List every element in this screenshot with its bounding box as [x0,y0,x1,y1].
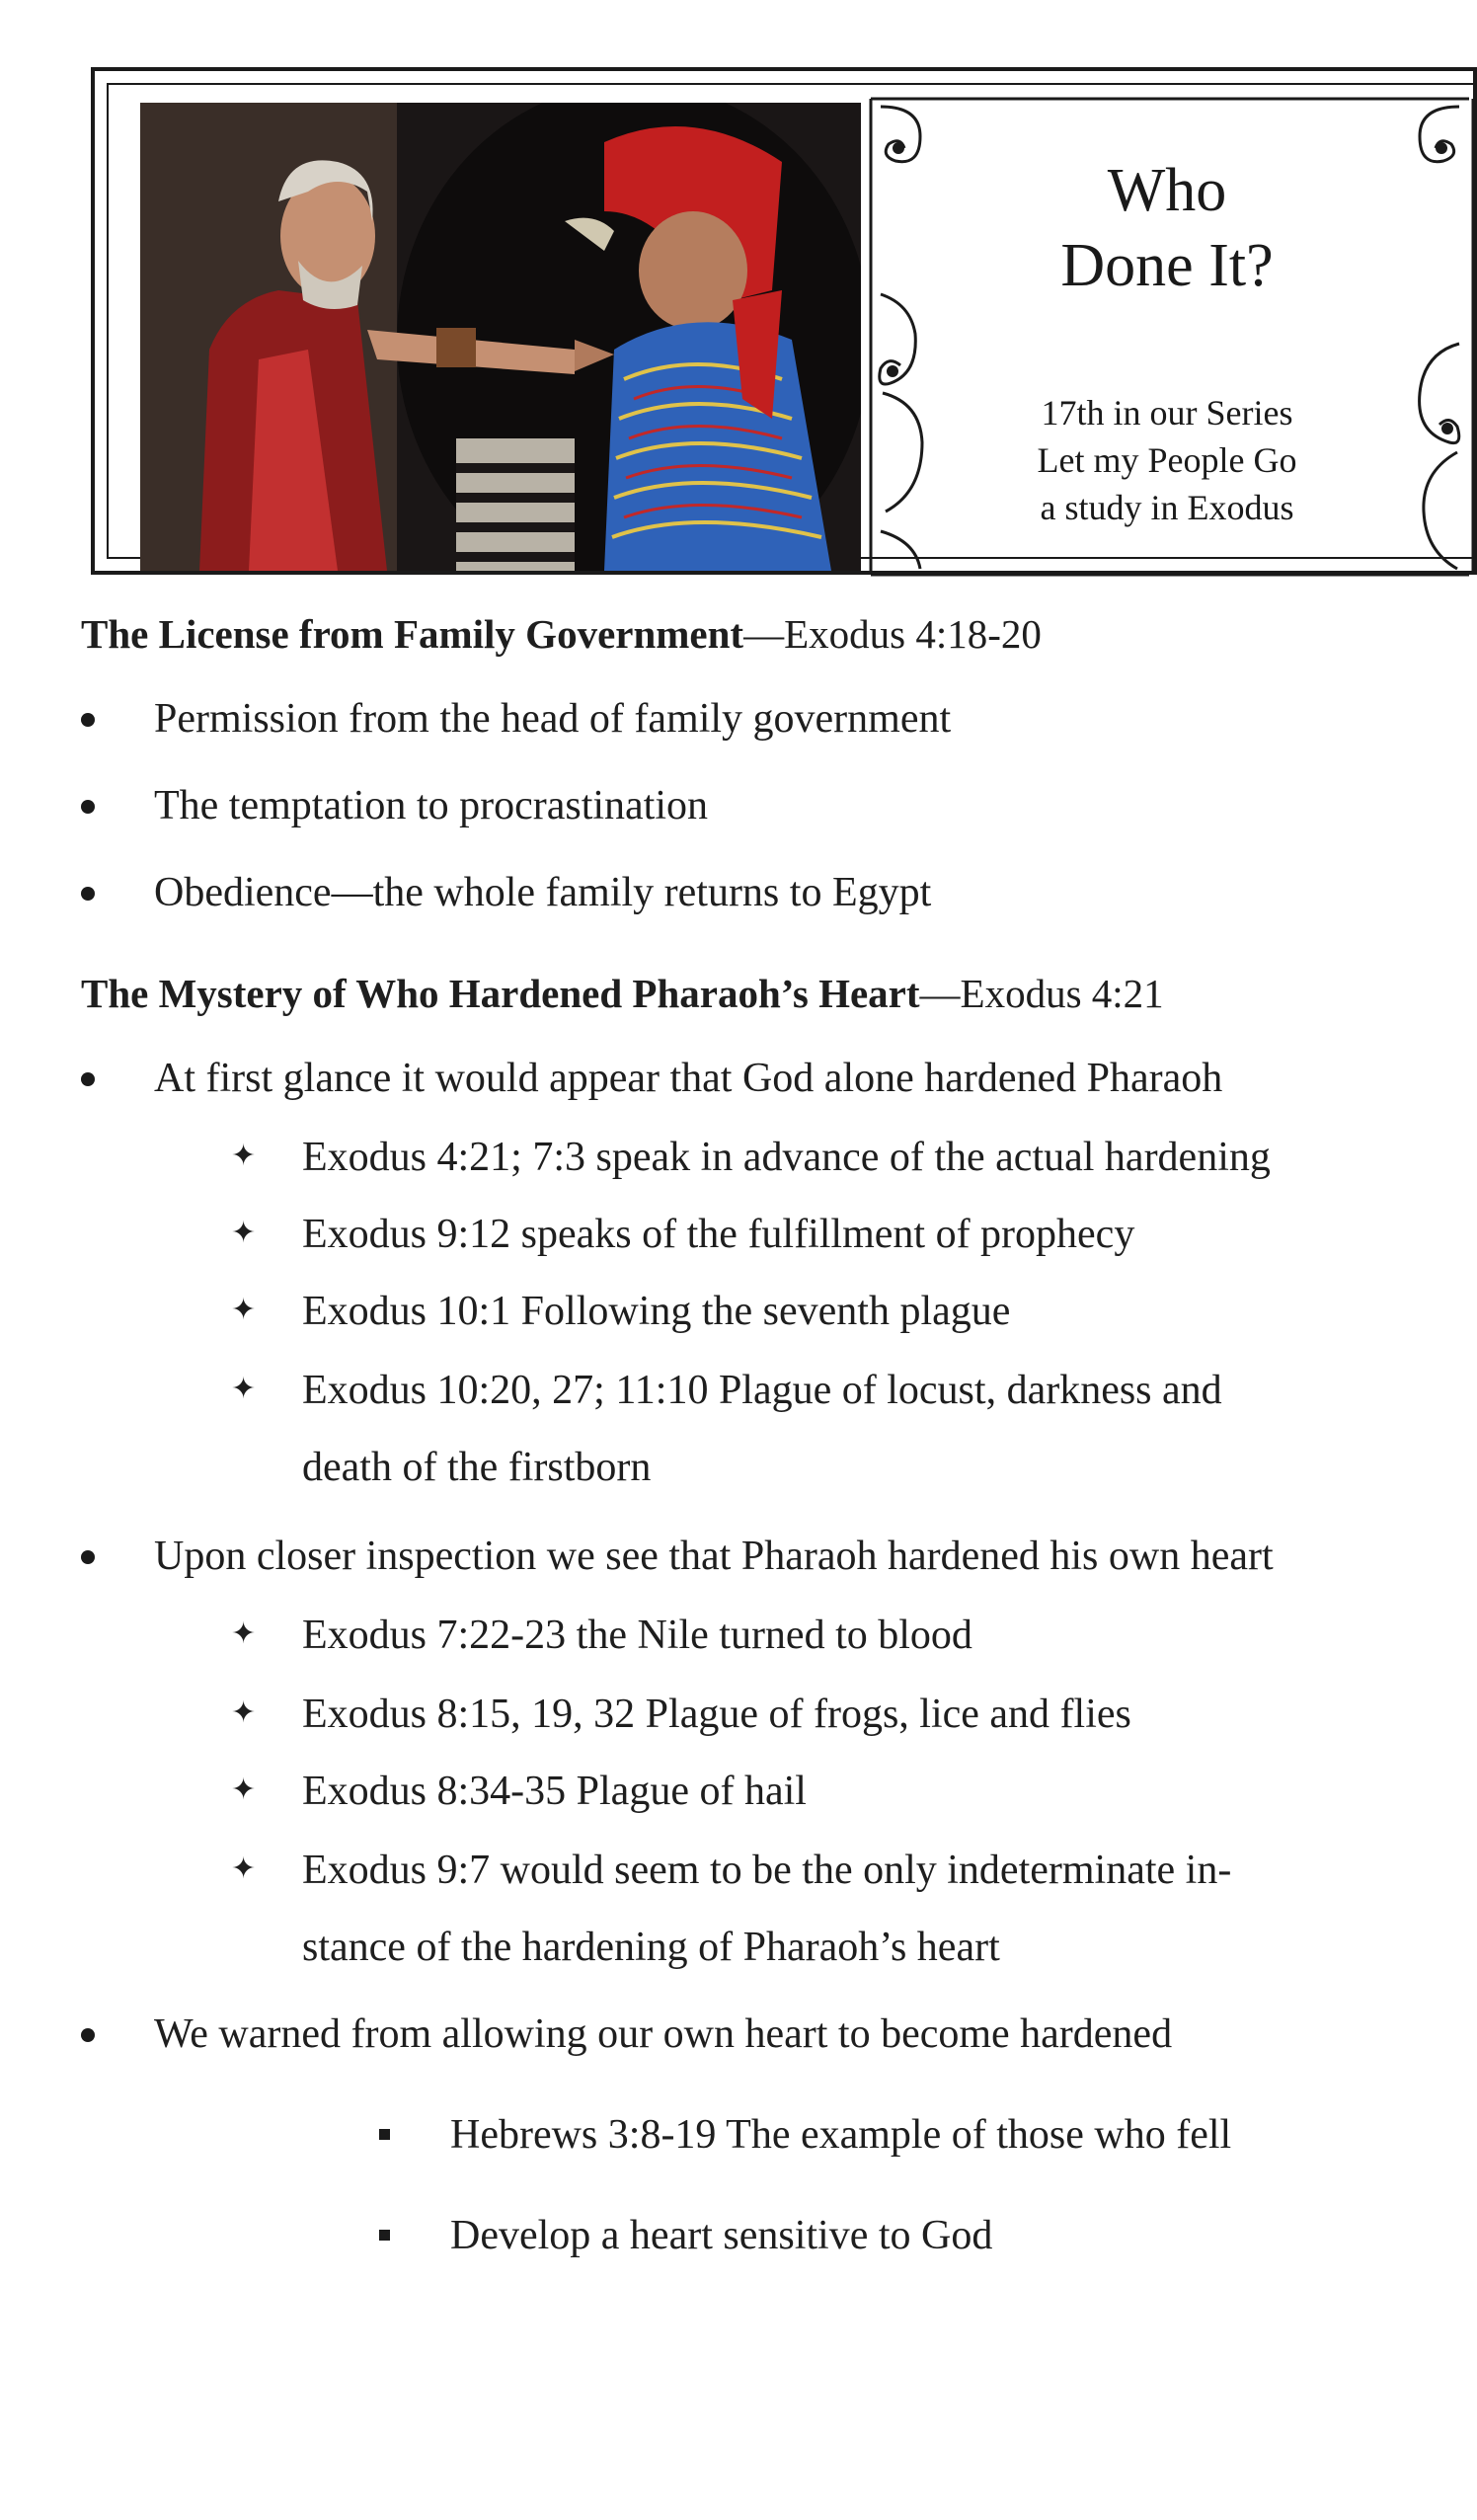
header-banner [91,67,1477,575]
star-bullet-icon: ✦ [231,1617,257,1650]
sub-list-item-text: Exodus 8:34-35 Plague of hail [302,1769,807,1814]
sub-list-item-continuation: stance of the hardening of Pharaoh’s heart [302,1925,1000,1970]
list-item-text: At first glance it would appear that God alone hardened Pharaoh [154,1056,1223,1101]
star-bullet-icon: ✦ [231,1373,257,1405]
section-heading-bold: The License from Family Government [81,611,744,657]
list-item-text: Permission from the head of family government [154,696,952,742]
star-bullet-icon: ✦ [231,1696,257,1729]
sub-list-item-text: Exodus 4:21; 7:3 speak in advance of the actual hardening [302,1135,1271,1180]
square-bullet-icon [379,2230,390,2241]
list-item-text: Upon closer inspection we see that Pharaoh hardened his own heart [154,1534,1274,1579]
square-list-item-text: Develop a heart sensitive to God [450,2213,993,2258]
bullet-icon [81,887,95,901]
header-inner-frame [107,83,1473,559]
bullet-icon [81,800,95,814]
sub-list-item-text: Exodus 9:7 would seem to be the only indeterminate in- [302,1848,1232,1893]
moses-pharaoh-illustration [140,103,861,571]
bullet-icon [81,2028,95,2042]
square-list-item-text: Hebrews 3:8-19 The example of those who fell [450,2112,1232,2158]
title-line-2: Done It? [1060,232,1274,299]
sub-list-item-continuation: death of the firstborn [302,1445,652,1490]
bullet-icon [81,1072,95,1086]
section-heading-bold: The Mystery of Who Hardened Pharaoh’s Heart [81,971,920,1016]
series-line-1: 17th in our Series [1041,393,1293,433]
section-heading-family-government [81,610,1042,658]
star-bullet-icon: ✦ [231,1773,257,1806]
star-bullet-icon: ✦ [231,1217,257,1249]
section-heading-ref: —Exodus 4:21 [919,971,1164,1016]
star-bullet-icon: ✦ [231,1852,257,1885]
series-line-3: a study in Exodus [1040,488,1294,527]
series-line-2: Let my People Go [1037,440,1297,480]
bullet-icon [81,713,95,727]
sub-list-item-text: Exodus 10:1 Following the seventh plague [302,1289,1011,1334]
star-bullet-icon: ✦ [231,1140,257,1172]
list-item-text: The temptation to procrastination [154,783,709,828]
sub-list-item-text: Exodus 9:12 speaks of the fulfillment of prophecy [302,1212,1135,1257]
star-bullet-icon: ✦ [231,1294,257,1326]
title-panel [861,97,1473,545]
bullet-icon [81,1550,95,1564]
list-item-text: Obedience—the whole family returns to Egypt [154,870,932,915]
square-bullet-icon [379,2129,390,2140]
title-line-1: Who [1107,157,1227,224]
section-heading-ref: —Exodus 4:18-20 [743,611,1042,657]
sub-list-item-text: Exodus 7:22-23 the Nile turned to blood [302,1613,972,1658]
section-heading-hardened-heart [81,970,1164,1017]
sub-list-item-text: Exodus 10:20, 27; 11:10 Plague of locust, darkness and [302,1368,1222,1413]
sub-list-item-text: Exodus 8:15, 19, 32 Plague of frogs, lice and flies [302,1692,1131,1737]
list-item-text: We warned from allowing our own heart to become hardened [154,2011,1173,2057]
